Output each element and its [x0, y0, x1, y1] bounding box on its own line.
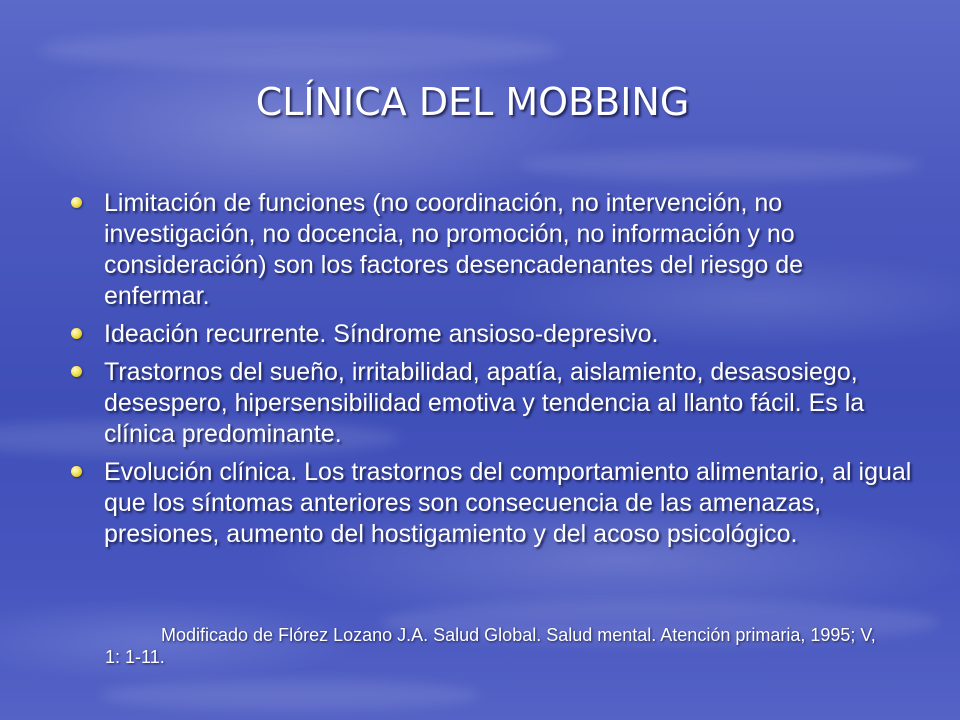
- bullet-dot-icon: [71, 328, 82, 339]
- bullet-text: Ideación recurrente. Síndrome ansioso-depresivo.: [104, 320, 659, 348]
- bullet-dot-icon: [71, 466, 82, 477]
- background-cloud-streak: [520, 150, 920, 180]
- slide-title: CLÍNICA DEL MOBBING: [255, 80, 690, 124]
- bullet-item: [62, 357, 912, 450]
- bullet-text: Limitación de funciones (no coordinación, no intervención, no investigación, no docencia, no promoción, no información y no consideración) son los factores desencadenantes del riesgo de enfermar.: [104, 189, 804, 310]
- bullet-item: [62, 319, 912, 350]
- background-cloud-streak: [100, 680, 480, 710]
- citation-text: Modificado de Flórez Lozano J.A. Salud Global. Salud mental. Atención primaria, 1995; V, 1: 1-11.: [105, 625, 876, 667]
- background-cloud-streak: [40, 30, 560, 70]
- bullet-dot-icon: [71, 366, 82, 377]
- bullet-list: [62, 188, 912, 557]
- bullet-text: Evolución clínica. Los trastornos del comportamiento alimentario, al igual que los síntomas anteriores son consecuencia de las amenazas, presiones, aumento del hostigamiento y del acoso psicológico.: [104, 458, 912, 548]
- bullet-item: [62, 457, 912, 550]
- bullet-dot-icon: [71, 197, 82, 208]
- bullet-text: Trastornos del sueño, irritabilidad, apatía, aislamiento, desasosiego, desespero, hipersensibilidad emotiva y tendencia al llanto fácil. Es la clínica predominante.: [104, 358, 865, 448]
- bullet-item: [62, 188, 912, 312]
